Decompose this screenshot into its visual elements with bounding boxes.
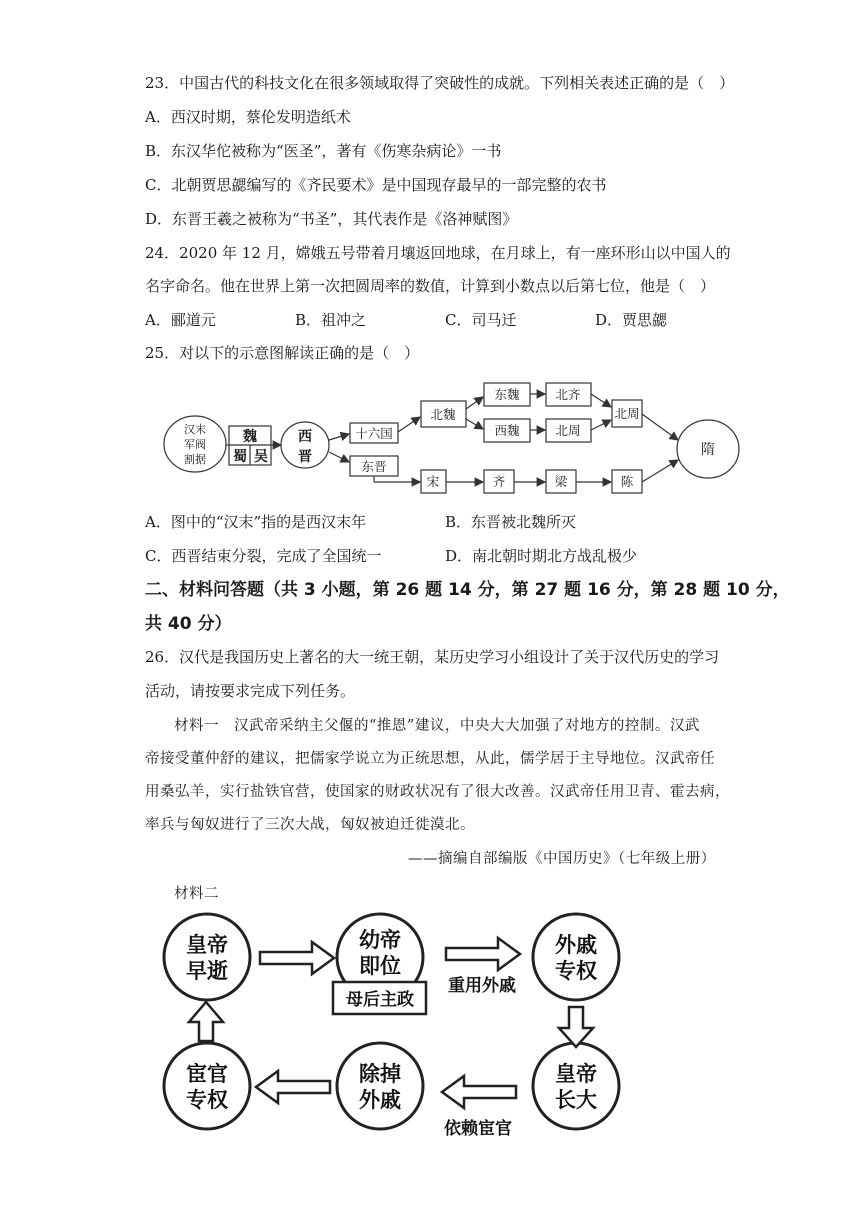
n3-line2: 专权 (555, 958, 597, 983)
start-label-3: 割据 (184, 453, 206, 466)
n1-line2: 早逝 (186, 958, 228, 983)
qi-label: 齐 (492, 474, 506, 489)
q23-option-b: B．东汉华佗被称为“医圣”，著有《伤寒杂病论》一书 (145, 142, 502, 160)
q26-stem-line1: 26．汉代是我国历史上著名的大一统王朝，某历史学习小组设计了关于汉代历史的学习 (145, 648, 720, 666)
xijin-label-1: 西 (298, 429, 312, 445)
q23-option-d: D．东晋王羲之被称为“书圣”，其代表作是《洛神赋图》 (145, 210, 518, 228)
dongjin-label: 东晋 (361, 459, 387, 474)
q25-option-c: C．西晋结束分裂，完成了全国统一 (145, 547, 382, 565)
sui-label: 隋 (701, 442, 715, 458)
beiwei-label: 北魏 (430, 407, 456, 422)
n1-line1: 皇帝 (186, 932, 228, 957)
n6-line2: 专权 (186, 1087, 228, 1112)
start-label-1: 汉末 (184, 423, 206, 436)
material1-line2: 帝接受董仲舒的建议，把儒家学说立为正统思想，从此，儒学居于主导地位。汉武帝任 (145, 751, 715, 767)
chen-label: 陈 (620, 474, 634, 489)
start-label-2: 军阀 (184, 438, 206, 451)
n3-line1: 外戚 (555, 932, 597, 957)
node-emperor-grows-up (533, 1043, 619, 1129)
wu-label: 吴 (254, 449, 268, 465)
q25-stem: 25．对以下的示意图解读正确的是（ ） (145, 344, 420, 362)
eastern-han-cycle-diagram (0, 910, 860, 1160)
n5-line1: 除掉 (359, 1061, 401, 1086)
n6-line1: 宦官 (186, 1061, 228, 1086)
n2-line2: 即位 (359, 953, 401, 978)
beizhou-label-1: 北周 (614, 406, 640, 421)
beizhou-label-2: 北周 (555, 423, 581, 438)
material1-line1: 材料一 汉武帝采纳主父偃的“推恩”建议，中央大大加强了对地方的控制。汉武 (174, 718, 700, 734)
q23-stem: 23．中国古代的科技文化在很多领域取得了突破性的成就。下列相关表述正确的是（ ） (145, 74, 735, 92)
q24-option-c: C．司马迁 (445, 311, 517, 329)
label-rely-on-eunuchs: 依赖宦官 (444, 1119, 512, 1139)
q24-option-a: A．郦道元 (145, 311, 216, 329)
node-consort-clan-power (533, 914, 619, 1000)
xiwei-label: 西魏 (494, 423, 520, 438)
node-remove-consort-clan (337, 1043, 423, 1129)
q24-option-b: B．祖冲之 (295, 311, 367, 329)
song-label: 宋 (426, 474, 440, 489)
n4-line1: 皇帝 (555, 1061, 597, 1086)
material1-line3: 用桑弘羊，实行盐铁官营，使国家的财政状况有了很大改善。汉武帝任用卫青、霍去病， (145, 784, 730, 800)
arrow-down (559, 1007, 593, 1047)
label-reuse-consort-clan: 重用外戚 (448, 976, 516, 996)
q25-option-d: D．南北朝时期北方战乱极少 (445, 547, 638, 565)
section-heading-line2: 共 40 分） (145, 614, 232, 634)
arrow-right-2 (446, 938, 520, 970)
xijin-label-2: 晋 (298, 449, 312, 465)
arrow-up (189, 1002, 223, 1041)
section-heading-line1: 二、材料问答题（共 3 小题，第 26 题 14 分，第 27 题 16 分，第 28 题 10 分， (145, 580, 790, 600)
q24-stem-line1: 24．2020 年 12 月，嫦娥五号带着月壤返回地球，在月球上，有一座环形山以中国人的 (145, 244, 731, 262)
q23-option-a: A．西汉时期，蔡伦发明造纸术 (145, 108, 351, 126)
material2-label: 材料二 (174, 886, 219, 902)
beiqi-label: 北齐 (555, 387, 581, 402)
wei-label: 魏 (243, 429, 257, 445)
shiliuguo-label: 十六国 (355, 426, 393, 441)
n5-line2: 外戚 (359, 1087, 401, 1112)
q25-option-a: A．图中的“汉末”指的是西汉末年 (145, 513, 367, 531)
material1-source: ——摘编自部编版《中国历史》（七年级上册） (408, 851, 716, 867)
q24-stem-line2: 名字命名。他在世界上第一次把圆周率的数值，计算到小数点以后第七位，他是（ ） (145, 277, 716, 295)
dynasty-diagram (0, 370, 860, 515)
material1-line4: 率兵与匈奴进行了三次大战，匈奴被迫迁徙漠北。 (145, 817, 475, 833)
arrow-right-1 (260, 942, 334, 974)
liang-label: 梁 (554, 474, 568, 489)
q24-option-d: D．贾思勰 (595, 311, 668, 329)
q25-option-b: B．东晋被北魏所灭 (445, 513, 577, 531)
q23-option-c: C．北朝贾思勰编写的《齐民要术》是中国现存最早的一部完整的农书 (145, 176, 607, 194)
q26-stem-line2: 活动，请按要求完成下列任务。 (145, 682, 356, 700)
arrow-left-2 (256, 1071, 330, 1103)
node-eunuch-power (164, 1043, 250, 1129)
dongwei-label: 东魏 (494, 387, 520, 402)
empress-dowager-label: 母后主政 (346, 990, 414, 1010)
shu-label: 蜀 (233, 449, 247, 465)
n2-line1: 幼帝 (359, 927, 401, 952)
arrow-left-1 (442, 1076, 516, 1108)
node-emperor-dies-early (164, 914, 250, 1000)
n4-line2: 长大 (555, 1087, 597, 1112)
